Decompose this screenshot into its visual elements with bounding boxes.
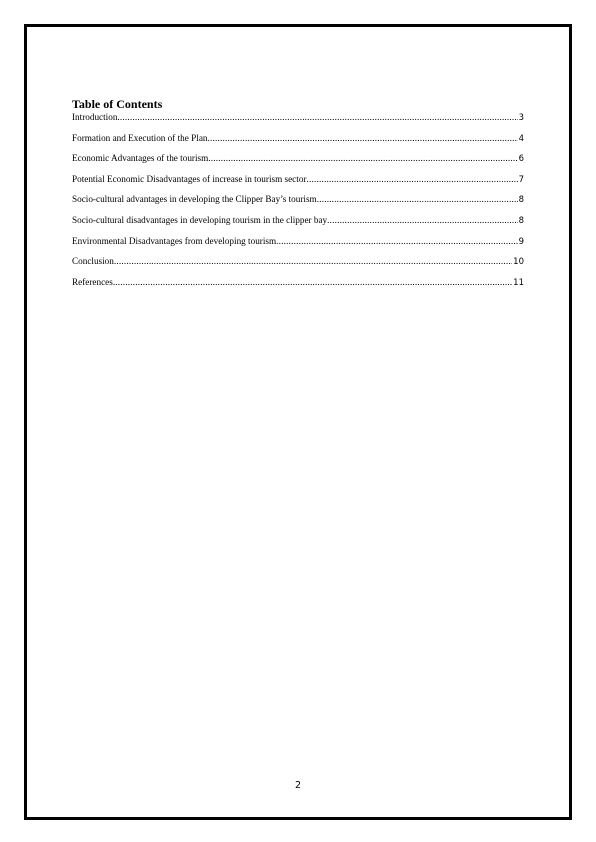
toc-entry-sociocultural-disadvantages[interactable] xyxy=(72,215,524,226)
toc-entry-economic-advantages[interactable] xyxy=(72,153,524,164)
toc-entry-text: References xyxy=(72,276,113,287)
toc-entry-text: Conclusion xyxy=(72,256,114,267)
toc-entry-text: Potential Economic Disadvantages of increase in tourism sector xyxy=(72,173,307,184)
toc-dot-leader xyxy=(113,277,512,288)
toc-entry-introduction[interactable] xyxy=(72,112,524,123)
toc-entry-conclusion[interactable] xyxy=(72,256,524,267)
toc-entry-text: Environmental Disadvantages from developing tourism xyxy=(72,235,277,246)
toc-entry-formation-plan[interactable] xyxy=(72,133,524,144)
toc-page-number: 9 xyxy=(518,236,524,247)
toc-entry-text: Socio-cultural disadvantages in developing tourism in the clipper bay xyxy=(72,214,328,225)
toc-dot-leader xyxy=(208,133,518,144)
page-number-footer: 2 xyxy=(294,780,302,791)
toc-entry-environmental-disadvantages[interactable] xyxy=(72,236,524,247)
toc-title: Table of Contents xyxy=(72,97,163,111)
toc-dot-leader xyxy=(114,256,512,267)
toc-page-number: 7 xyxy=(518,174,524,185)
toc-page-number: 4 xyxy=(518,133,524,144)
toc-dot-leader xyxy=(327,215,517,226)
toc-page-number: 6 xyxy=(518,154,524,165)
toc-dot-leader xyxy=(117,112,517,123)
toc-entry-economic-disadvantages[interactable] xyxy=(72,174,524,185)
table-of-contents xyxy=(72,97,524,297)
toc-list xyxy=(72,112,524,288)
toc-page-number: 8 xyxy=(518,195,524,206)
toc-dot-leader xyxy=(208,153,517,164)
toc-entry-text: Economic Advantages of the tourism xyxy=(72,153,209,164)
toc-page-number: 3 xyxy=(518,113,524,123)
toc-entry-references[interactable] xyxy=(72,277,524,288)
toc-entry-text: Socio-cultural advantages in developing the Clipper Bay’s tourism xyxy=(72,194,317,205)
toc-page-number: 8 xyxy=(518,215,524,226)
toc-entry-text: Formation and Execution of the Plan xyxy=(72,132,208,143)
toc-entry-sociocultural-advantages[interactable] xyxy=(72,194,524,205)
toc-dot-leader xyxy=(306,174,517,185)
toc-page-number: 10 xyxy=(513,257,524,268)
toc-dot-leader xyxy=(276,236,517,247)
toc-dot-leader xyxy=(317,194,518,205)
toc-page-number: 11 xyxy=(513,277,524,288)
toc-entry-text: Introduction xyxy=(72,112,118,122)
